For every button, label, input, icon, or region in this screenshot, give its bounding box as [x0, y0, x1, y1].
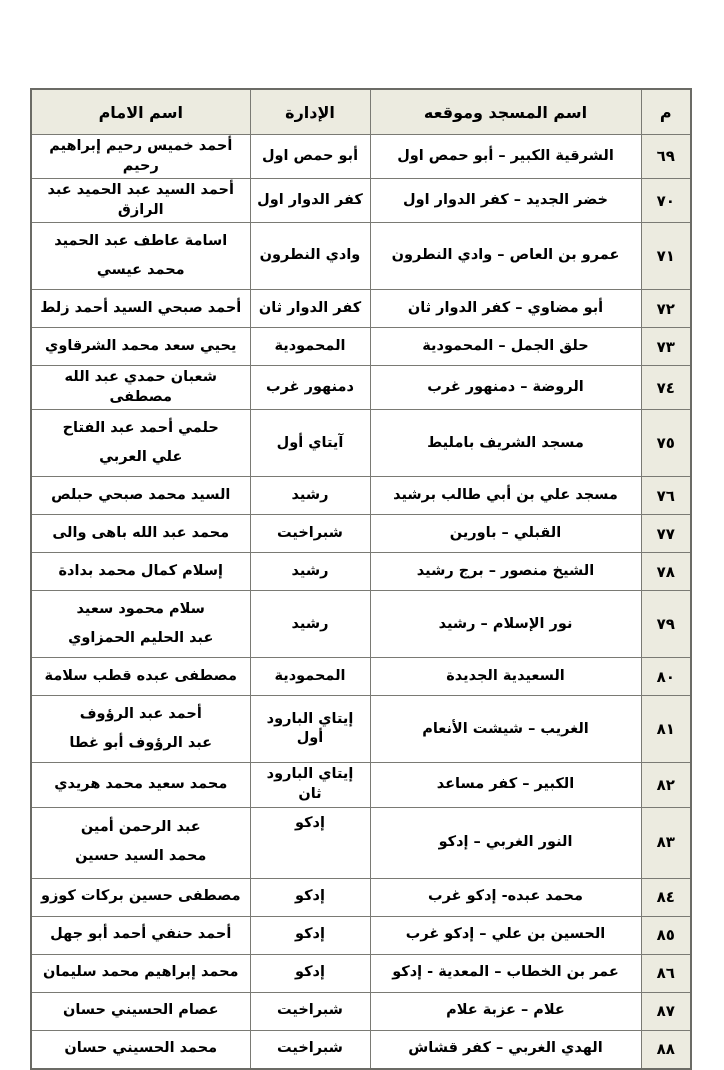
- cell-imam-name: [31, 954, 250, 992]
- cell-administration: رشيد: [250, 553, 370, 591]
- imam-name-line: محمد السيد حسين: [75, 848, 207, 864]
- cell-imam-name: [31, 223, 250, 290]
- cell-mosque-name: الشيخ منصور – برج رشيد: [370, 553, 641, 591]
- imam-name-line: مصطفى عبده قطب سلامة: [44, 668, 237, 685]
- cell-administration: رشيد: [250, 477, 370, 515]
- cell-mosque-name: نور الإسلام – رشيد: [370, 591, 641, 658]
- cell-row-number: ٧١: [641, 223, 691, 290]
- table-row: [31, 290, 691, 328]
- header-administration: الإدارة: [250, 89, 370, 135]
- cell-administration: أبو حمص اول: [250, 135, 370, 179]
- cell-mosque-name: الروضة – دمنهور غرب: [370, 366, 641, 410]
- cell-row-number: ٨١: [641, 696, 691, 763]
- imam-name-line: محمد عيسي: [96, 261, 185, 278]
- cell-administration: رشيد: [250, 591, 370, 658]
- cell-administration: إيتاي البارود أول: [250, 696, 370, 763]
- cell-mosque-name: الكبير – كفر مساعد: [370, 763, 641, 807]
- table-row: [31, 477, 691, 515]
- table-row: [31, 179, 691, 223]
- table-row: [31, 1030, 691, 1069]
- cell-administration: شبراخيت: [250, 992, 370, 1030]
- cell-administration: آيتاي أول: [250, 410, 370, 477]
- cell-mosque-name: عمر بن الخطاب – المعدية - إدكو: [370, 954, 641, 992]
- table-row: [31, 992, 691, 1030]
- cell-row-number: ٨٨: [641, 1030, 691, 1069]
- table-row: [31, 135, 691, 179]
- cell-row-number: ٨٢: [641, 763, 691, 807]
- cell-row-number: ٧٠: [641, 179, 691, 223]
- imam-name-line: يحيي سعد محمد الشرقاوي: [45, 337, 237, 354]
- cell-imam-name: [31, 658, 250, 696]
- imam-name-line: مصطفى حسين بركات كوزو: [40, 888, 241, 905]
- cell-row-number: ٨٦: [641, 954, 691, 992]
- mosque-imam-table: [30, 88, 692, 1070]
- table-body: [31, 135, 691, 1069]
- cell-imam-name: [31, 410, 250, 477]
- cell-row-number: ٧٢: [641, 290, 691, 328]
- cell-administration: شبراخيت: [250, 1030, 370, 1069]
- cell-mosque-name: مسجد علي بن أبي طالب برشيد: [370, 477, 641, 515]
- table-row: [31, 696, 691, 763]
- cell-imam-name: [31, 179, 250, 223]
- cell-row-number: ٨٣: [641, 807, 691, 878]
- cell-mosque-name: محمد عبده- إدكو غرب: [370, 878, 641, 916]
- cell-imam-name: [31, 515, 250, 553]
- cell-imam-name: [31, 366, 250, 410]
- cell-mosque-name: أبو مضاوي – كفر الدوار ثان: [370, 290, 641, 328]
- imam-name-line: أحمد خميس رحيم إبراهيم رحيم: [49, 138, 233, 174]
- table-row: [31, 328, 691, 366]
- imam-name-line: محمد عبد الله باهى والى: [52, 525, 230, 542]
- cell-row-number: ٨٤: [641, 878, 691, 916]
- cell-row-number: ٦٩: [641, 135, 691, 179]
- imam-name-line: محمد الحسيني حسان: [64, 1040, 218, 1057]
- cell-row-number: ٧٦: [641, 477, 691, 515]
- imam-name-line: عبد الحليم الحمزاوي: [68, 629, 214, 646]
- table-header-row: [31, 89, 691, 135]
- imam-name-line: عبد الرحمن أمين: [80, 819, 201, 836]
- cell-administration: وادي النطرون: [250, 223, 370, 290]
- cell-administration: إيتاي البارود ثان: [250, 763, 370, 807]
- table-row: [31, 366, 691, 410]
- cell-administration: كفر الدوار ثان: [250, 290, 370, 328]
- imam-name-line: اسامة عاطف عبد الحميد: [54, 233, 228, 250]
- imam-name-line: أحمد حنفي أحمد أبو جهل: [50, 926, 232, 943]
- imam-name-line: سلام محمود سعيد: [76, 601, 205, 618]
- cell-imam-name: [31, 916, 250, 954]
- cell-administration: شبراخيت: [250, 515, 370, 553]
- cell-imam-name: [31, 328, 250, 366]
- table-row: [31, 878, 691, 916]
- cell-mosque-name: عمرو بن العاص – وادي النطرون: [370, 223, 641, 290]
- imam-name-line: أحمد صبحي السيد أحمد زلط: [40, 299, 242, 316]
- table-row: [31, 591, 691, 658]
- cell-imam-name: [31, 878, 250, 916]
- cell-row-number: ٧٩: [641, 591, 691, 658]
- table-row: [31, 658, 691, 696]
- header-imam-name: اسم الامام: [31, 89, 250, 135]
- cell-row-number: ٨٠: [641, 658, 691, 696]
- cell-mosque-name: حلق الجمل – المحمودية: [370, 328, 641, 366]
- imam-name-line: أحمد السيد عبد الحميد عبد الرازق: [47, 182, 234, 218]
- cell-imam-name: [31, 290, 250, 328]
- imam-name-line: شعبان حمدي عبد الله مصطفى: [64, 369, 217, 405]
- cell-row-number: ٧٨: [641, 553, 691, 591]
- table-row: [31, 515, 691, 553]
- cell-row-number: ٧٥: [641, 410, 691, 477]
- cell-imam-name: [31, 807, 250, 878]
- table-row: [31, 954, 691, 992]
- cell-administration: إدكو: [250, 954, 370, 992]
- imam-name-line: علي العربي: [99, 448, 183, 465]
- table-row: [31, 807, 691, 878]
- table-row: [31, 223, 691, 290]
- cell-imam-name: [31, 696, 250, 763]
- cell-mosque-name: الحسين بن علي – إدكو غرب: [370, 916, 641, 954]
- cell-mosque-name: علام – عزبة علام: [370, 992, 641, 1030]
- cell-mosque-name: الشرقية الكبير – أبو حمص اول: [370, 135, 641, 179]
- table-row: [31, 763, 691, 807]
- cell-row-number: ٧٣: [641, 328, 691, 366]
- cell-mosque-name: السعيدية الجديدة: [370, 658, 641, 696]
- table-row: [31, 553, 691, 591]
- header-number: م: [641, 89, 691, 135]
- imam-name-line: السيد محمد صبحي حبلص: [51, 487, 231, 504]
- cell-imam-name: [31, 591, 250, 658]
- cell-mosque-name: خضر الجديد – كفر الدوار اول: [370, 179, 641, 223]
- cell-mosque-name: الغريب – شيشت الأنعام: [370, 696, 641, 763]
- imam-name-line: أحمد عبد الرؤوف: [79, 706, 202, 723]
- cell-row-number: ٨٥: [641, 916, 691, 954]
- imam-name-line: محمد سعيد محمد هريدي: [54, 776, 228, 793]
- cell-mosque-name: النور الغربي – إدكو: [370, 807, 641, 878]
- cell-row-number: ٧٤: [641, 366, 691, 410]
- cell-administration: المحمودية: [250, 658, 370, 696]
- header-mosque-name: اسم المسجد وموقعه: [370, 89, 641, 135]
- imam-name-line: إسلام كمال محمد بدادة: [58, 563, 223, 580]
- cell-imam-name: [31, 135, 250, 179]
- cell-mosque-name: القبلي – باورين: [370, 515, 641, 553]
- imam-name-line: عصام الحسيني حسان: [62, 1002, 219, 1019]
- cell-mosque-name: الهدي الغربي – كفر قشاش: [370, 1030, 641, 1069]
- cell-imam-name: [31, 1030, 250, 1069]
- cell-administration: كفر الدوار اول: [250, 179, 370, 223]
- cell-imam-name: [31, 553, 250, 591]
- cell-mosque-name: مسجد الشريف بامليط: [370, 410, 641, 477]
- cell-row-number: ٧٧: [641, 515, 691, 553]
- imam-name-line: عبد الرؤوف أبو غطا: [69, 734, 213, 751]
- table-row: [31, 410, 691, 477]
- cell-imam-name: [31, 477, 250, 515]
- imam-name-line: محمد إبراهيم محمد سليمان: [42, 964, 239, 981]
- table-row: [31, 916, 691, 954]
- imam-name-line: حلمي أحمد عبد الفتاح: [62, 420, 219, 437]
- cell-administration: إدكو: [250, 916, 370, 954]
- cell-administration: المحمودية: [250, 328, 370, 366]
- cell-administration: إدكو: [250, 878, 370, 916]
- cell-imam-name: [31, 763, 250, 807]
- cell-imam-name: [31, 992, 250, 1030]
- cell-administration: إدكو: [250, 807, 370, 878]
- cell-administration: دمنهور غرب: [250, 366, 370, 410]
- cell-row-number: ٨٧: [641, 992, 691, 1030]
